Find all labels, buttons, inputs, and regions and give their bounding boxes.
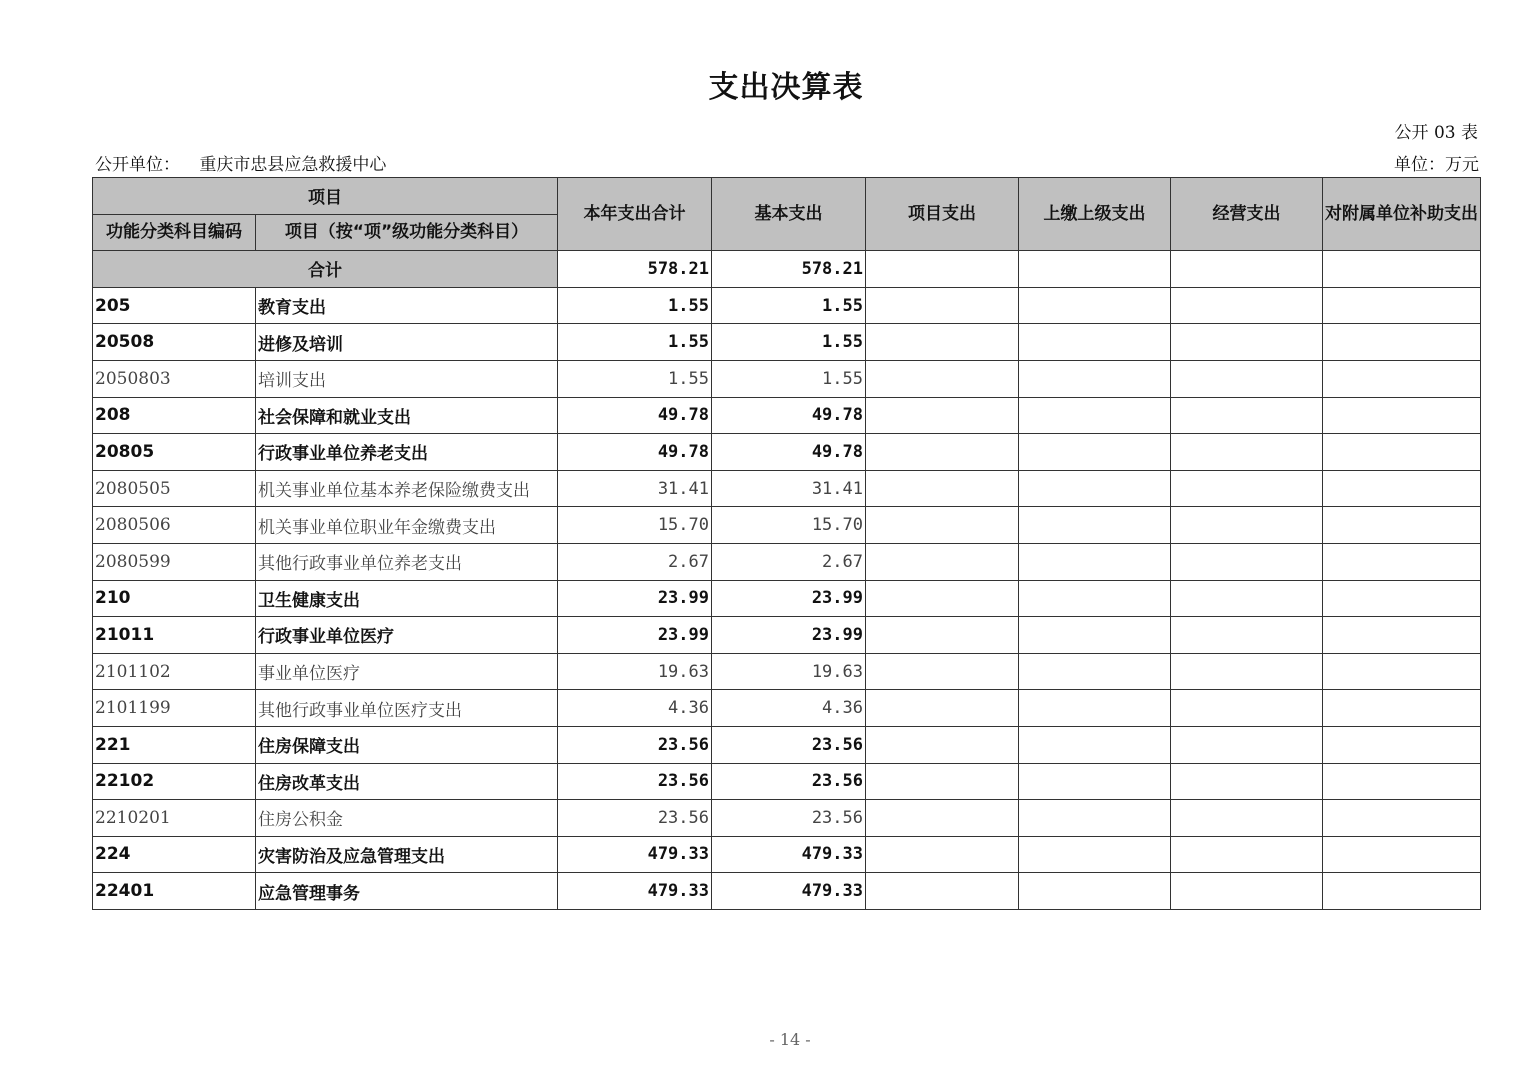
row-project xyxy=(866,397,1019,434)
row-project xyxy=(866,653,1019,690)
row-subsidy xyxy=(1323,580,1481,617)
page-title: 支出决算表 xyxy=(708,70,864,105)
row-subsidy xyxy=(1323,543,1481,580)
row-upper xyxy=(1019,507,1171,544)
row-basic: 23.56 xyxy=(712,800,866,837)
row-business xyxy=(1171,726,1323,763)
row-project xyxy=(866,470,1019,507)
table-row xyxy=(93,324,1481,361)
row-total: 2.67 xyxy=(558,543,712,580)
row-code: 210 xyxy=(93,580,256,617)
row-subsidy xyxy=(1323,397,1481,434)
row-subsidy xyxy=(1323,726,1481,763)
row-name: 住房改革支出 xyxy=(256,763,558,800)
row-business xyxy=(1171,470,1323,507)
row-project xyxy=(866,690,1019,727)
row-total: 1.55 xyxy=(558,287,712,324)
row-name: 其他行政事业单位养老支出 xyxy=(256,543,558,580)
table-row xyxy=(93,836,1481,873)
row-project xyxy=(866,617,1019,654)
row-subsidy xyxy=(1323,653,1481,690)
header-name: 项目（按“项”级功能分类科目） xyxy=(256,214,558,251)
row-name: 住房公积金 xyxy=(256,800,558,837)
table-row xyxy=(93,800,1481,837)
row-basic: 1.55 xyxy=(712,324,866,361)
row-business xyxy=(1171,873,1323,910)
row-basic: 4.36 xyxy=(712,690,866,727)
table-row xyxy=(93,397,1481,434)
row-project xyxy=(866,507,1019,544)
form-number: 公开 03 表 xyxy=(1394,123,1478,143)
row-subsidy xyxy=(1323,873,1481,910)
row-business xyxy=(1171,507,1323,544)
row-business xyxy=(1171,397,1323,434)
row-project xyxy=(866,324,1019,361)
row-name: 行政事业单位养老支出 xyxy=(256,434,558,471)
row-code: 2050803 xyxy=(93,360,256,397)
table-row xyxy=(93,470,1481,507)
table-row xyxy=(93,580,1481,617)
row-total: 1.55 xyxy=(558,360,712,397)
row-upper xyxy=(1019,690,1171,727)
row-business xyxy=(1171,434,1323,471)
row-upper xyxy=(1019,873,1171,910)
header-business: 经营支出 xyxy=(1171,178,1323,251)
total-project xyxy=(866,251,1019,288)
row-code: 20805 xyxy=(93,434,256,471)
table-row xyxy=(93,653,1481,690)
row-upper xyxy=(1019,726,1171,763)
row-name: 进修及培训 xyxy=(256,324,558,361)
table-row xyxy=(93,617,1481,654)
expenditure-table xyxy=(92,177,1481,910)
row-upper xyxy=(1019,434,1171,471)
row-total: 31.41 xyxy=(558,470,712,507)
row-business xyxy=(1171,324,1323,361)
row-subsidy xyxy=(1323,287,1481,324)
org-name: 重庆市忠县应急救援中心 xyxy=(199,155,387,175)
row-total: 23.56 xyxy=(558,726,712,763)
row-project xyxy=(866,726,1019,763)
table-row xyxy=(93,543,1481,580)
row-business xyxy=(1171,836,1323,873)
row-upper xyxy=(1019,763,1171,800)
row-subsidy xyxy=(1323,690,1481,727)
row-basic: 23.99 xyxy=(712,580,866,617)
row-code: 208 xyxy=(93,397,256,434)
row-project xyxy=(866,543,1019,580)
row-business xyxy=(1171,580,1323,617)
row-name: 行政事业单位医疗 xyxy=(256,617,558,654)
table-row xyxy=(93,434,1481,471)
row-business xyxy=(1171,543,1323,580)
row-name: 培训支出 xyxy=(256,360,558,397)
row-total: 23.56 xyxy=(558,800,712,837)
row-basic: 1.55 xyxy=(712,360,866,397)
row-total: 1.55 xyxy=(558,324,712,361)
header-upper: 上缴上级支出 xyxy=(1019,178,1171,251)
row-subsidy xyxy=(1323,360,1481,397)
row-project xyxy=(866,800,1019,837)
row-subsidy xyxy=(1323,617,1481,654)
row-basic: 23.56 xyxy=(712,726,866,763)
row-total: 23.56 xyxy=(558,763,712,800)
table-row xyxy=(93,507,1481,544)
row-basic: 15.70 xyxy=(712,507,866,544)
row-project xyxy=(866,836,1019,873)
table-row xyxy=(93,726,1481,763)
row-subsidy xyxy=(1323,800,1481,837)
header-subsidy: 对附属单位补助支出 xyxy=(1323,178,1481,251)
row-upper xyxy=(1019,617,1171,654)
row-subsidy xyxy=(1323,836,1481,873)
page-number: - 14 - xyxy=(769,1030,811,1049)
row-code: 20508 xyxy=(93,324,256,361)
row-business xyxy=(1171,360,1323,397)
row-basic: 2.67 xyxy=(712,543,866,580)
row-code: 205 xyxy=(93,287,256,324)
row-upper xyxy=(1019,324,1171,361)
row-total: 4.36 xyxy=(558,690,712,727)
row-basic: 23.99 xyxy=(712,617,866,654)
row-business xyxy=(1171,287,1323,324)
table-row xyxy=(93,763,1481,800)
money-unit: 单位：万元 xyxy=(1394,155,1479,175)
row-upper xyxy=(1019,543,1171,580)
table-row xyxy=(93,690,1481,727)
row-project xyxy=(866,287,1019,324)
row-code: 221 xyxy=(93,726,256,763)
header-code: 功能分类科目编码 xyxy=(93,214,256,251)
unit-line xyxy=(95,150,1479,175)
row-basic: 1.55 xyxy=(712,287,866,324)
org-label: 公开单位： xyxy=(95,155,180,175)
total-label: 合计 xyxy=(93,251,558,288)
row-code: 2080505 xyxy=(93,470,256,507)
table-row xyxy=(93,287,1481,324)
header-project: 项目支出 xyxy=(866,178,1019,251)
row-upper xyxy=(1019,580,1171,617)
row-name: 事业单位医疗 xyxy=(256,653,558,690)
total-upper xyxy=(1019,251,1171,288)
row-subsidy xyxy=(1323,507,1481,544)
row-basic: 23.56 xyxy=(712,763,866,800)
row-name: 应急管理事务 xyxy=(256,873,558,910)
table-row xyxy=(93,873,1481,910)
row-total: 15.70 xyxy=(558,507,712,544)
row-total: 23.99 xyxy=(558,580,712,617)
row-business xyxy=(1171,763,1323,800)
row-upper xyxy=(1019,287,1171,324)
row-subsidy xyxy=(1323,324,1481,361)
row-basic: 479.33 xyxy=(712,873,866,910)
row-name: 机关事业单位基本养老保险缴费支出 xyxy=(256,470,558,507)
row-name: 卫生健康支出 xyxy=(256,580,558,617)
row-project xyxy=(866,360,1019,397)
row-basic: 479.33 xyxy=(712,836,866,873)
row-name: 住房保障支出 xyxy=(256,726,558,763)
total-business xyxy=(1171,251,1323,288)
row-name: 灾害防治及应急管理支出 xyxy=(256,836,558,873)
row-total: 23.99 xyxy=(558,617,712,654)
row-code: 2101102 xyxy=(93,653,256,690)
row-total: 49.78 xyxy=(558,397,712,434)
total-basic: 578.21 xyxy=(712,251,866,288)
header-basic: 基本支出 xyxy=(712,178,866,251)
row-business xyxy=(1171,617,1323,654)
row-code: 224 xyxy=(93,836,256,873)
row-project xyxy=(866,763,1019,800)
row-basic: 31.41 xyxy=(712,470,866,507)
row-business xyxy=(1171,690,1323,727)
row-code: 21011 xyxy=(93,617,256,654)
row-upper xyxy=(1019,397,1171,434)
row-upper xyxy=(1019,470,1171,507)
header-total: 本年支出合计 xyxy=(558,178,712,251)
row-subsidy xyxy=(1323,763,1481,800)
row-project xyxy=(866,434,1019,471)
total-subsidy xyxy=(1323,251,1481,288)
row-subsidy xyxy=(1323,470,1481,507)
row-basic: 49.78 xyxy=(712,434,866,471)
row-code: 22102 xyxy=(93,763,256,800)
row-basic: 19.63 xyxy=(712,653,866,690)
row-upper xyxy=(1019,800,1171,837)
row-code: 2080506 xyxy=(93,507,256,544)
row-upper xyxy=(1019,836,1171,873)
row-name: 机关事业单位职业年金缴费支出 xyxy=(256,507,558,544)
row-basic: 49.78 xyxy=(712,397,866,434)
row-upper xyxy=(1019,653,1171,690)
row-name: 其他行政事业单位医疗支出 xyxy=(256,690,558,727)
row-name: 教育支出 xyxy=(256,287,558,324)
total-row xyxy=(93,251,1481,288)
total-amount: 578.21 xyxy=(558,251,712,288)
header-item: 项目 xyxy=(93,178,558,215)
row-subsidy xyxy=(1323,434,1481,471)
row-code: 2080599 xyxy=(93,543,256,580)
row-project xyxy=(866,580,1019,617)
row-total: 19.63 xyxy=(558,653,712,690)
row-code: 22401 xyxy=(93,873,256,910)
row-total: 479.33 xyxy=(558,836,712,873)
row-name: 社会保障和就业支出 xyxy=(256,397,558,434)
row-total: 479.33 xyxy=(558,873,712,910)
table-row xyxy=(93,360,1481,397)
row-upper xyxy=(1019,360,1171,397)
row-total: 49.78 xyxy=(558,434,712,471)
row-code: 2210201 xyxy=(93,800,256,837)
row-project xyxy=(866,873,1019,910)
row-business xyxy=(1171,800,1323,837)
row-business xyxy=(1171,653,1323,690)
row-code: 2101199 xyxy=(93,690,256,727)
